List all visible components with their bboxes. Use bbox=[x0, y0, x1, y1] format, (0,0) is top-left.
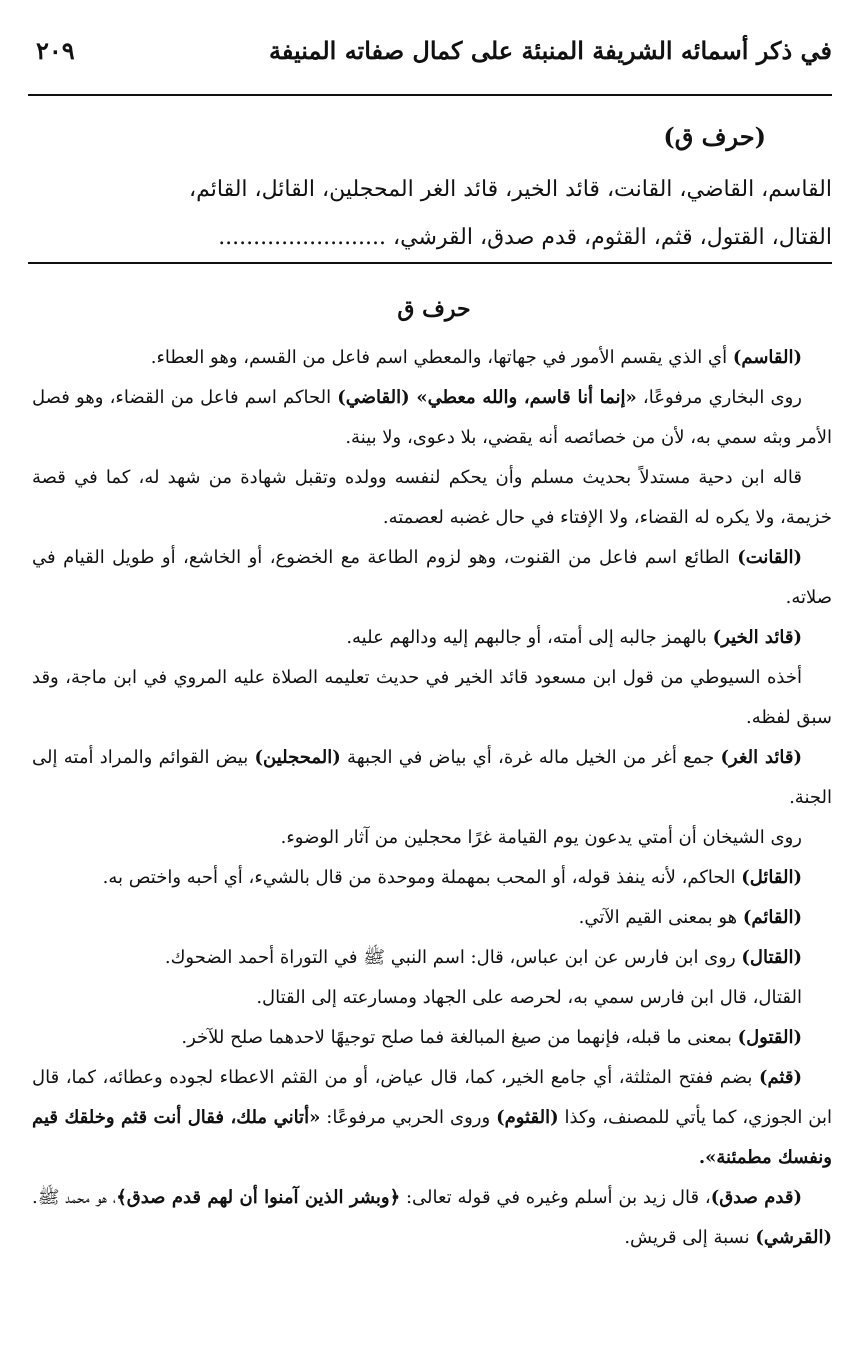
hadith-quote: «أتاني ملك، فقال أنت قثم وخلقك قيم ونفسك مطمئنة». bbox=[32, 1107, 832, 1168]
term-muhajjalin: (المحجلين) bbox=[254, 747, 341, 768]
paragraph-text: ، قال زيد بن أسلم وغيره في قوله تعالى: bbox=[400, 1187, 711, 1208]
term-qattal: (القتال) bbox=[741, 947, 802, 968]
summary-dots: ........................ bbox=[218, 225, 387, 250]
term-qaim: (القائم) bbox=[742, 907, 802, 928]
paragraph-text: الطائع اسم فاعل من القنوت، وهو لزوم الطاعة مع الخضوع، أو الخاشع، أو طويل القيام في صلاته. bbox=[32, 547, 832, 608]
paragraph-qanit bbox=[32, 538, 832, 618]
paragraph-qutham bbox=[32, 1058, 832, 1178]
term-qutham: (قثم) bbox=[758, 1067, 802, 1088]
paragraph-text: روى الشيخان أن أمتي يدعون يوم القيامة غرًا محجلين من آثار الوضوء. bbox=[280, 827, 802, 848]
term-qanit: (القانت) bbox=[737, 547, 802, 568]
paragraph-text: روى ابن فارس عن ابن عباس، قال: اسم النبي ﷺ في التوراة أحمد الضحوك. bbox=[164, 947, 742, 968]
header-rule bbox=[28, 94, 832, 96]
paragraph-qadam-sidq bbox=[32, 1178, 832, 1258]
term-qasim: (القاسم) bbox=[732, 347, 802, 368]
running-header bbox=[36, 36, 832, 92]
paragraph-qasim bbox=[32, 338, 832, 378]
hadith-quote: «إنما أنا قاسم، والله معطي» bbox=[416, 387, 637, 408]
running-title: في ذكر أسمائه الشريفة المنبئة على كمال صفاته المنيفة bbox=[268, 36, 832, 65]
paragraph-text: ، هو محمد ﷺ. bbox=[32, 1187, 117, 1208]
paragraph-qadi bbox=[32, 378, 832, 458]
paragraph-qail bbox=[32, 858, 832, 898]
paragraph-text: الحاكم اسم فاعل من القضاء، وهو فصل الأمر وبثه سمي به، لأن من خصائصه أنه يقضي، بلا دعوى، ولا بينة. bbox=[32, 387, 832, 448]
term-qathum: (القثوم) bbox=[496, 1107, 559, 1128]
paragraph-text: بضم ففتح المثلثة، أي جامع الخير، كما، قال عياض، أو من القثم الاعطاء لجوده وعطائه، كما، قال ابن الجوزي، كما يأتي للمصنف، وكذا bbox=[32, 1067, 832, 1128]
paragraph-text: أخذه السيوطي من قول ابن مسعود قائد الخير في حديث تعليمه الصلاة عليه المروي في ابن ماجة، وقد سبق لفظه. bbox=[32, 667, 832, 728]
page-number: ٢٠٩ bbox=[36, 36, 75, 65]
term-qadi: (القاضي) bbox=[337, 387, 417, 408]
letter-summary-box bbox=[28, 118, 832, 262]
paragraph-text: أي الذي يقسم الأمور في جهاتها، والمعطي اسم فاعل من القسم، وهو العطاء. bbox=[150, 347, 733, 368]
paragraph-qattal bbox=[32, 938, 832, 978]
term-qatul: (القتول) bbox=[737, 1027, 802, 1048]
summary-line-2 bbox=[28, 214, 832, 262]
paragraph-text: قاله ابن دحية مستدلاً بحديث مسلم وأن يحكم لنفسه وولده وتقبل شهادة من شهد له، كما في قصة خزيمة، ولا يكره له القضاء، ولا الإفتاء في حال غضبه لعصمته. bbox=[32, 467, 832, 528]
term-qaid-alghurr: (قائد الغر) bbox=[720, 747, 803, 768]
summary-rule bbox=[28, 262, 832, 264]
paragraph-text: وروى الحربي مرفوعًا: bbox=[320, 1107, 497, 1128]
paragraph-text: هو بمعنى القيم الآتي. bbox=[578, 907, 743, 928]
paragraph-ibn-dihya bbox=[32, 458, 832, 538]
paragraph-qaid-alghurr bbox=[32, 738, 832, 818]
paragraph-text: جمع أغر من الخيل ماله غرة، أي بياض في الجبهة bbox=[340, 747, 721, 768]
paragraph-qaid-alkhayr bbox=[32, 618, 832, 658]
paragraph-text: الحاكم، لأنه ينفذ قوله، أو المحب بمهملة وموحدة من قال بالشيء، أي أحبه واختص به. bbox=[102, 867, 742, 888]
quran-quote: ﴿وبشر الذين آمنوا أن لهم قدم صدق﴾ bbox=[116, 1187, 401, 1208]
paragraph-text: روى البخاري مرفوعًا، bbox=[636, 387, 802, 408]
paragraph-ibn-faris bbox=[32, 978, 832, 1018]
paragraph-text: نسبة إلى قريش. bbox=[624, 1227, 756, 1248]
paragraph-text: بالهمز جالبه إلى أمته، أو جالبهم إليه ودالهم عليه. bbox=[346, 627, 713, 648]
body-text bbox=[32, 338, 832, 1258]
term-qurashi: (القرشي) bbox=[755, 1227, 832, 1248]
paragraph-shaykhan bbox=[32, 818, 832, 858]
term-qaid-alkhayr: (قائد الخير) bbox=[712, 627, 802, 648]
paragraph-text: القتال، قال ابن فارس سمي به، لحرصه على الجهاد ومسارعته إلى القتال. bbox=[256, 987, 802, 1008]
paragraph-text: بمعنى ما قبله، فإنهما من صيغ المبالغة فما صلح توجيهًا لاحدهما صلح للآخر. bbox=[181, 1027, 738, 1048]
summary-line-2-text: القتال، القتول، قثم، القثوم، قدم صدق، القرشي، bbox=[393, 225, 832, 250]
paragraph-qaim bbox=[32, 898, 832, 938]
section-title: حرف ق bbox=[397, 296, 471, 322]
term-qadam-sidq: (قدم صدق) bbox=[710, 1187, 802, 1208]
paragraph-qatul bbox=[32, 1018, 832, 1058]
summary-line-1: القاسم، القاضي، القانت، قائد الخير، قائد الغر المحجلين، القائل، القائم، bbox=[189, 177, 832, 202]
summary-heading: (حرف ق) bbox=[663, 122, 766, 151]
term-qail: (القائل) bbox=[741, 867, 802, 888]
paragraph-suyuti bbox=[32, 658, 832, 738]
paragraph-text: بيض القوائم والمراد أمته إلى الجنة. bbox=[32, 747, 832, 808]
